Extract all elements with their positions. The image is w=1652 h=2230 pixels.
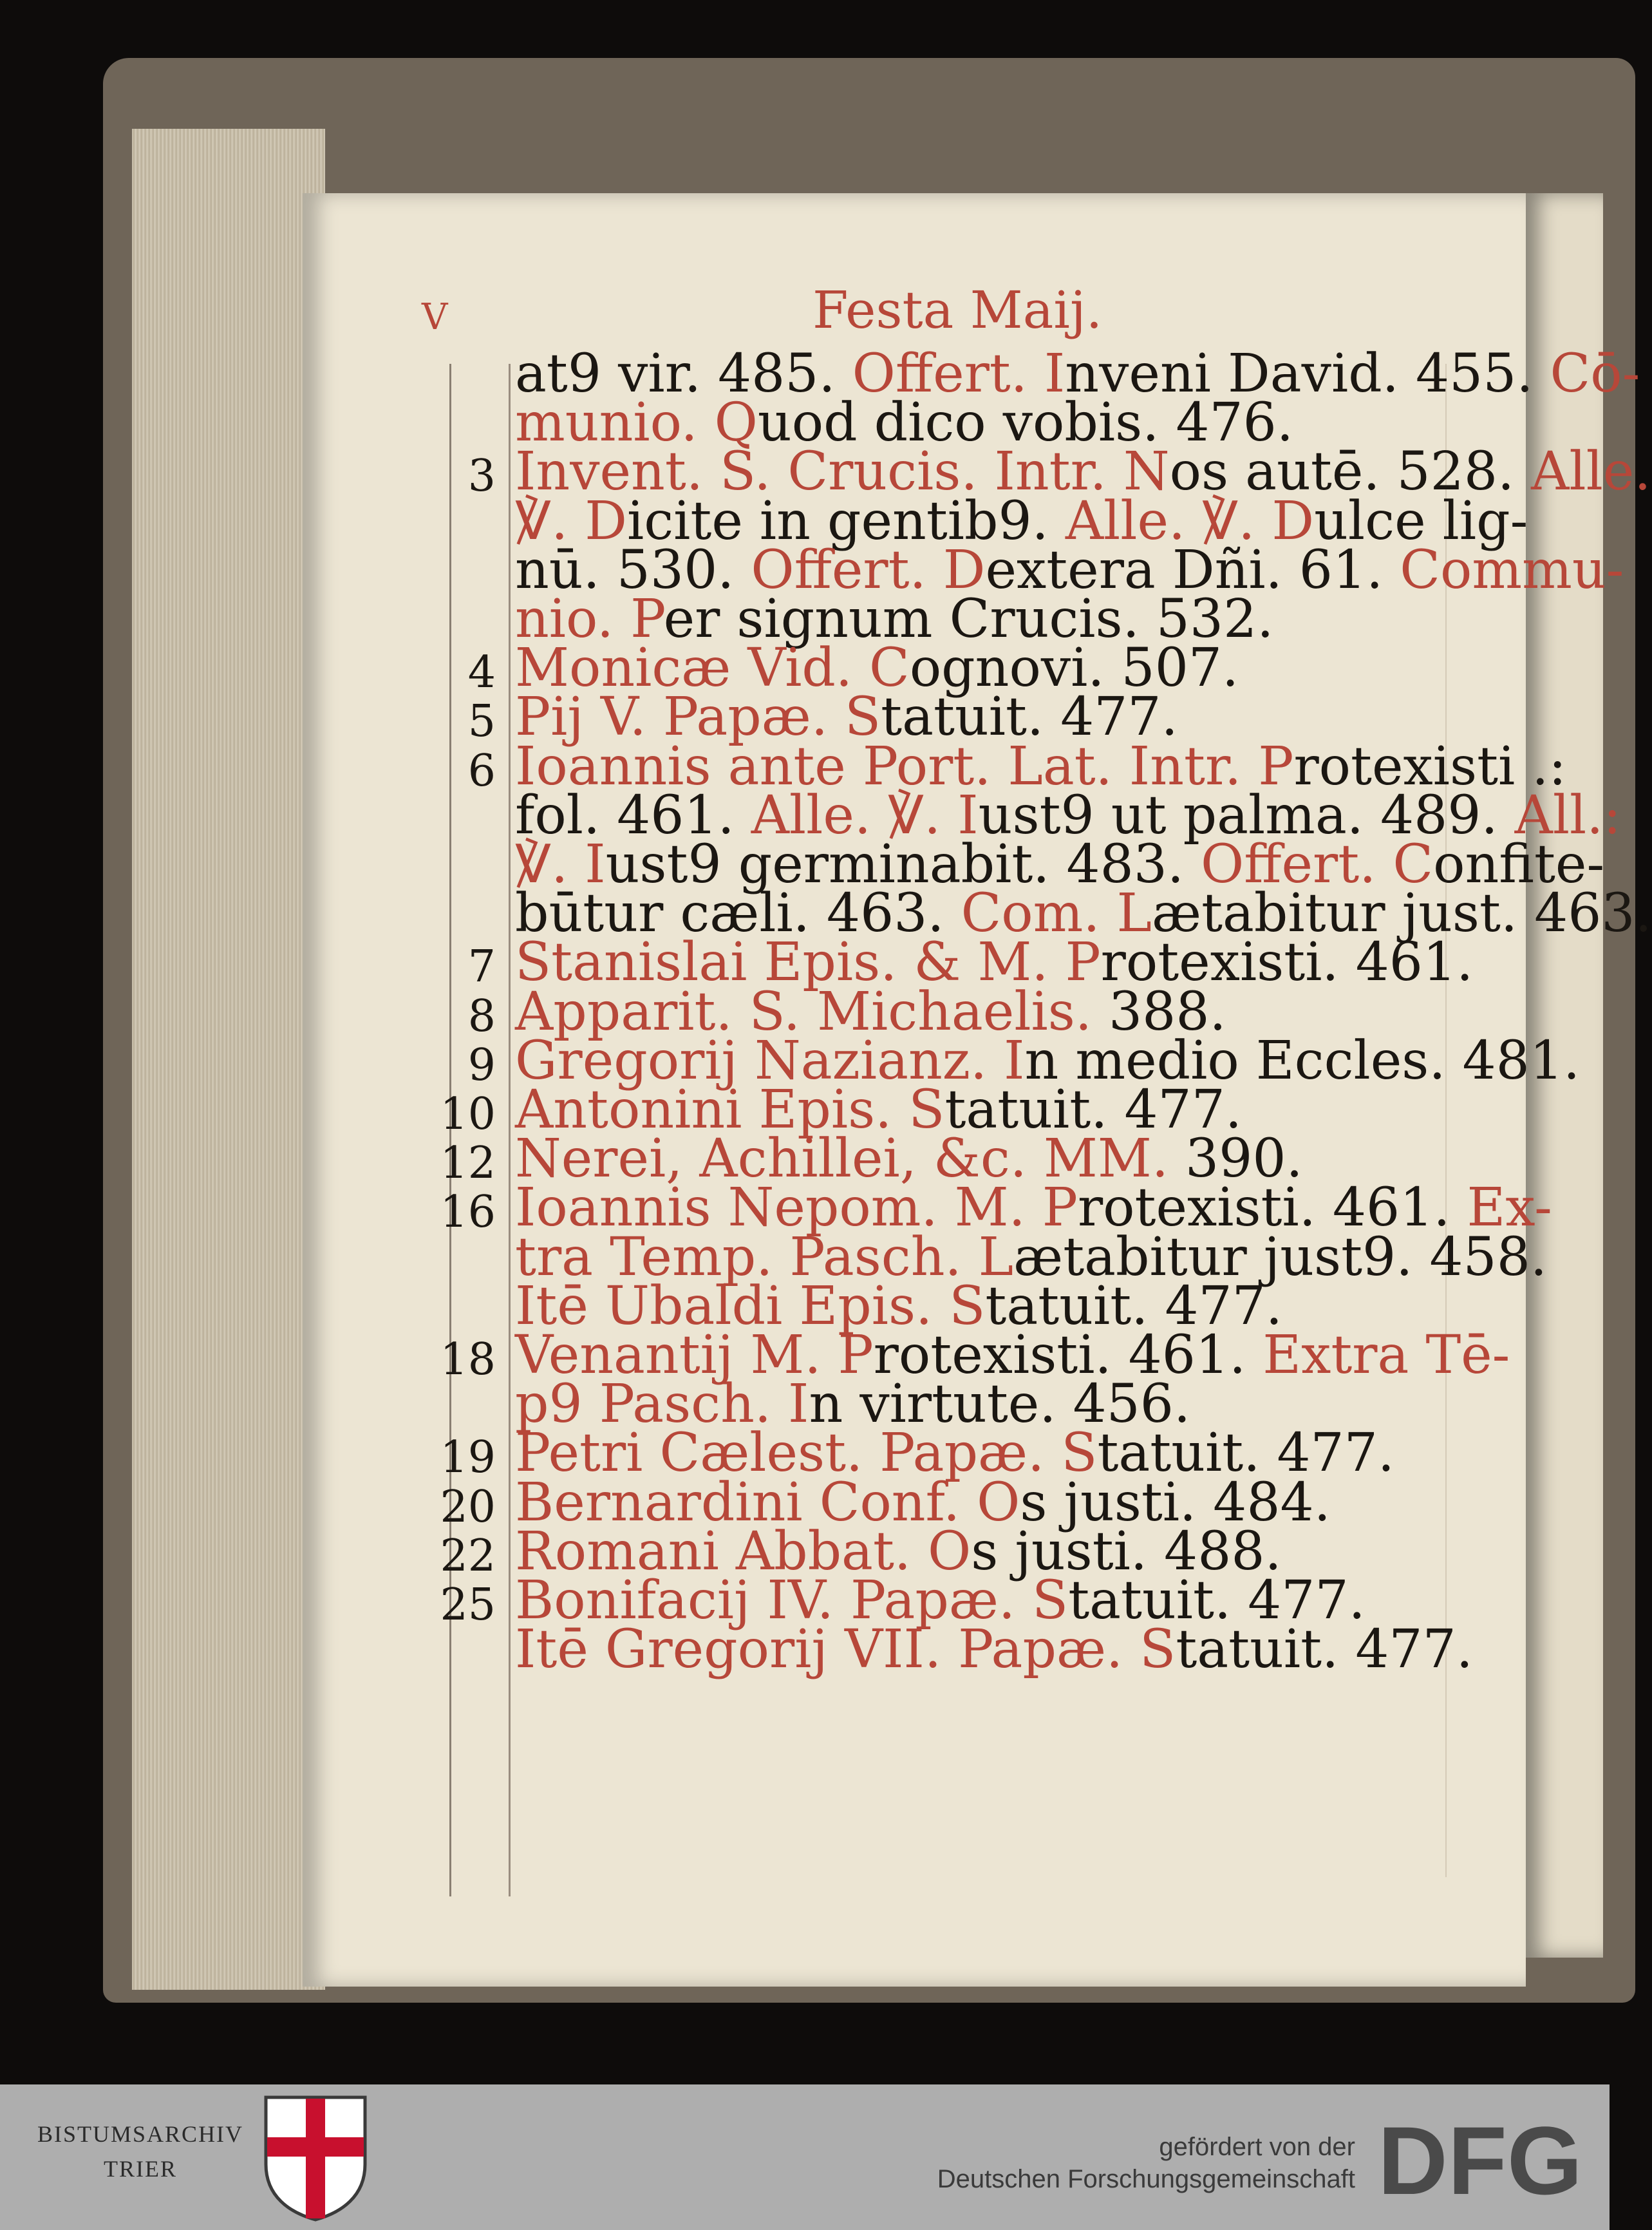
day-number: 4 [467,647,496,699]
text-segment: rotexisti. 461. [1077,1177,1467,1239]
archive-line-2: TRIER [104,2156,177,2182]
text-segment: tatuit. 477. [985,1275,1282,1337]
text-segment: tatuit. 477. [944,1079,1242,1140]
page-heading: Festa Maij. [812,280,1103,340]
day-number: 9 [467,1039,496,1091]
text-segment: er signum Crucis. 532. [663,589,1274,650]
rubric-segment: tra Temp. Pasch. L [515,1226,1014,1288]
text-segment: ust9 ut palma. 489. [978,784,1515,846]
funding-line-1: gefördert von der [1159,2133,1355,2161]
rubric-segment: nio. P [515,589,664,650]
rubric-segment: p9 Pasch. I [515,1374,809,1435]
rubric-segment: Romani Abbat. O [515,1520,971,1582]
text-segment: fol. 461. [515,784,751,846]
rubric-segment: Offert. I [852,343,1065,404]
text-segment: rotexisti. 461. [873,1325,1263,1386]
day-number: 18 [440,1334,496,1385]
text-segment: tatuit. 477. [1097,1422,1394,1484]
funding-line-2: Deutschen Forschungsgemeinschaft [937,2165,1355,2193]
rubric-segment: Bonifacij IV. Papæ. S [515,1570,1069,1631]
rubric-segment: Stanislai Epis. & M. P [515,932,1101,994]
text-segment: os autē. 528. [1169,441,1532,503]
text-line [515,1619,1473,1681]
signature-mark: V [422,296,448,338]
page-edges [132,129,325,1990]
text-segment: rotexisti .: [1293,735,1567,797]
rubric-segment: Invent. S. Crucis. Intr. N [515,441,1170,503]
text-segment: tatuit. 477. [881,686,1178,748]
dfg-logo-text: DFG [1378,2106,1582,2215]
rubric-segment: Pij V. Papæ. S [515,686,881,748]
margin-rule-text [509,364,511,1896]
text-segment: ætabitur just9. 458. [1013,1226,1547,1288]
rubric-segment: Alle. [1531,441,1651,503]
rubric-segment: Commu- [1400,539,1624,601]
rubric-segment: Alle. ℣. I [751,784,979,846]
rubric-segment: Venantij M. P [515,1325,874,1386]
rubric-segment: Antonini Epis. S [515,1079,945,1140]
rubric-segment: Cō- [1550,343,1640,404]
rubric-segment: All.: [1514,784,1621,846]
text-segment: uod dico vobis. 476. [757,392,1293,454]
text-segment: at9 vir. 485. [515,343,852,404]
rubric-segment: ℣. I [515,834,606,895]
text-segment: 388. [1091,981,1226,1043]
rubric-segment: Itē Ubaldi Epis. S [515,1275,986,1337]
text-segment: 390. [1168,1128,1303,1190]
rubric-segment: Offert. C [1201,834,1434,895]
day-number: 12 [440,1138,496,1189]
text-segment: s justi. 488. [971,1520,1282,1582]
rubric-segment: ℣. D [515,490,627,552]
rubric-segment: Itē Gregorij VII. Papæ. S [515,1619,1176,1681]
day-number: 16 [440,1187,496,1238]
day-number: 19 [440,1432,496,1484]
day-number: 20 [440,1481,496,1533]
text-segment: s justi. 484. [1020,1471,1331,1533]
text-segment: ognovi. 507. [909,638,1239,699]
rubric-segment: Ioannis ante Port. Lat. Intr. P [515,735,1294,797]
day-number: 5 [467,696,496,748]
text-segment: tatuit. 477. [1068,1570,1366,1631]
footer-bar [0,2084,1610,2230]
rubric-segment: Offert. D [751,539,986,601]
text-segment: n virtute. 456. [809,1374,1191,1435]
day-number: 6 [467,745,496,797]
rubric-segment: Alle. ℣. D [1065,490,1315,552]
text-segment: ust9 germinabit. 483. [605,834,1201,895]
day-number: 25 [440,1580,496,1630]
rubric-segment: Bernardini Conf. O [515,1471,1020,1533]
rubric-segment: Petri Cælest. Papæ. S [515,1422,1098,1484]
day-number: 3 [467,451,496,502]
text-segment: n medio Eccles. 481. [1024,1030,1581,1091]
text-segment: rotexisti. 461. [1100,932,1474,994]
text-segment: onfite- [1433,834,1605,895]
text-segment: nū. 530. [515,539,751,601]
text-segment: extera Dñi. 61. [985,539,1400,601]
rubric-segment: munio. Q [515,392,758,454]
day-number: 22 [440,1530,496,1582]
trier-shield-icon [261,2093,370,2222]
rubric-segment: Monicæ Vid. C [515,638,910,699]
rubric-segment: Com. L [961,883,1152,945]
text-segment: ulce lig- [1314,490,1528,552]
rubric-segment: Apparit. S. Michaelis. [515,981,1092,1043]
rubric-segment: Nerei, Achillei, &c. MM. [515,1128,1169,1190]
text-segment: ætabitur just. 463. [1152,883,1652,945]
day-number: 10 [440,1089,496,1140]
funding-note [901,2131,1355,2195]
text-segment: nveni David. 455. [1065,343,1550,404]
text-segment: icite in gentib9. [626,490,1065,552]
rubric-segment: Ex- [1467,1177,1552,1239]
day-number: 8 [467,990,496,1042]
text-segment: būtur cæli. 463. [515,883,961,945]
text-segment: tatuit. 477. [1176,1619,1473,1681]
rubric-segment: Ioannis Nepom. M. P [515,1177,1078,1239]
archive-line-1: BISTUMSARCHIV [37,2121,244,2147]
day-number: 7 [467,941,496,993]
archive-name [37,2117,243,2186]
rubric-segment: Extra Tē- [1262,1325,1510,1386]
dfg-logo [1378,2106,1584,2215]
rubric-segment: Gregorij Nazianz. I [515,1030,1025,1091]
